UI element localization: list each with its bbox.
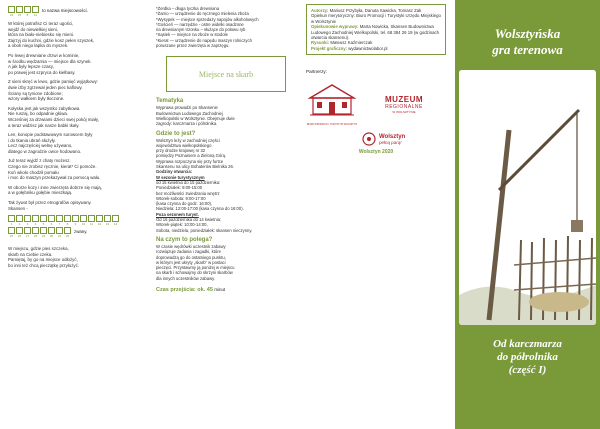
answer-box[interactable] — [8, 227, 15, 234]
text-line: Niedziela: 12:00-17:00 (kasa czynna do 16:00). — [156, 206, 244, 212]
poem-line: a w gołębniku gołębie mieszkają. — [8, 190, 73, 196]
text-line: Budownictwa Ludowego Zachodniej — [156, 110, 223, 116]
answer-cell — [48, 215, 55, 226]
credit-label: Opiekunowie wyprawy: — [311, 24, 360, 30]
building-icon — [306, 82, 358, 118]
glossary-line: *Żerdka – długa tyczka drewniana — [156, 6, 220, 11]
biuro-logo — [306, 82, 358, 126]
text-line: od 15 kwietnia do 15 października: — [156, 179, 221, 185]
box-number: 14 — [113, 222, 118, 227]
poem-line: Skansen - — [8, 205, 28, 211]
answer-box[interactable] — [80, 215, 87, 222]
box-number: 12 — [97, 222, 102, 227]
answer-box[interactable] — [32, 227, 39, 234]
stamp-placeholder[interactable] — [166, 56, 286, 92]
title-line-2: gra terenowa — [492, 42, 563, 57]
answer-cell — [16, 215, 23, 226]
poem-line: Wcześniej za drzwiami dzieci swej pokój miały, — [8, 116, 99, 122]
poem-line: Len, konopie podstawowym surowcem były — [8, 132, 93, 138]
subtitle-line-1: Od karczmarza — [493, 338, 562, 350]
city-year: Wolsztyn 2020 — [358, 149, 394, 156]
partner-logos — [306, 82, 446, 126]
credit-label: Projekt graficzny: — [311, 45, 349, 51]
glossary-line: *Kierat — urządzenie do napędu maszyn rolniczych — [156, 37, 252, 43]
poem-line: W miejscu, gdzie pies szczeka, — [8, 246, 69, 252]
text-line: doprowadzą go do ostatniego punktu, — [156, 254, 226, 260]
box-number: 21 — [57, 234, 62, 239]
credit-value: Marta Nowicka, Skansen Budownictwa Ludowego Zachodniej Wielkopolski, tel. 68 384 26 19 (w godzinach otwarcia skansenu). — [311, 24, 440, 41]
poem-stanza — [8, 79, 144, 101]
poem-line: W której potrafisz Ci teraz ugości, — [8, 21, 74, 26]
well-sweep-illustration — [459, 70, 596, 325]
answer-box[interactable] — [56, 227, 63, 234]
answer-box[interactable] — [24, 227, 31, 234]
box-number: 21 — [9, 13, 14, 17]
answer-box[interactable] — [32, 6, 39, 13]
answer-box[interactable] — [72, 215, 79, 222]
glossary-line: *Goścień — narzędzie - ostre widelki osadzone — [156, 21, 244, 27]
poem-line: wzory wałkiem były tłoczone. — [8, 96, 65, 102]
text-line: pieczęci. Przystawmy ją poniżej w miejscu — [156, 265, 235, 271]
row2-suffix: zwany. — [74, 229, 88, 235]
poem-line: Ściany są tynione zdobione; — [8, 90, 63, 96]
poem — [8, 21, 144, 211]
title-line-1: Wolsztyńska — [494, 26, 561, 41]
poem-line: skarb na Ciebie czeka. — [8, 251, 53, 257]
answer-top — [8, 6, 144, 17]
time-unit: minut — [214, 286, 226, 292]
season-heading: W sezonie turystycznym — [156, 174, 205, 180]
box-number: 22 — [65, 234, 70, 239]
text-line: Wtorek-piątek: 10:00-14:00, — [156, 222, 208, 228]
glossary-line: poruszane przez zwierzęta w zaprzęgu. — [156, 43, 230, 49]
credit-entry — [311, 13, 441, 24]
answer-cell — [64, 227, 71, 238]
answer-cell — [24, 215, 31, 226]
text-line: Wyprawa rozpoczyna się przy furtce — [156, 158, 224, 164]
answer-box[interactable] — [112, 215, 119, 222]
text-line: Skansenu na ulicy Bohaterów Bielnika 26. — [156, 164, 234, 170]
answer-cell — [72, 215, 79, 226]
text-line: województwa wielkopolskiego — [156, 142, 212, 148]
answer-box[interactable] — [104, 215, 111, 222]
poem-line: Nie ruszaj, bo odpadnie główa. — [8, 111, 69, 117]
subtitle-line-2: do półrolnika — [497, 351, 558, 363]
credits-box — [306, 4, 446, 55]
box-number: 8 — [66, 222, 69, 227]
text-line: Wtorek-sobota: 9:00-17:00 — [156, 195, 206, 201]
credit-value: Opiekun merytoryczny: Biuro Promocji i Turystyki Urzędu Miejskiego w Wolsztynie — [311, 13, 441, 24]
credit-value: Mateusz Kaźmierczak — [330, 40, 373, 46]
box-number: 15 — [9, 234, 14, 239]
tematyka-heading: Tematyka — [156, 98, 184, 105]
poem-line: która na biało-niebiesko się mieni. — [8, 32, 75, 38]
poem-line: Pamiętaj, by go na miejsce odłożyć, — [8, 257, 78, 263]
cover-subtitle — [455, 338, 600, 377]
poem-line: wejdź do niewielkiej sieni, — [8, 26, 59, 32]
poem-stanza — [8, 53, 144, 75]
box-number: 3 — [26, 222, 29, 227]
muzeum-city: W WOLSZTYNIE — [392, 109, 416, 114]
box-number: 5 — [42, 222, 45, 227]
muzeum-logo — [362, 95, 446, 114]
credit-value: Mariusz Przybyła, Danuta Sawicka, Tomasz Zak — [329, 8, 422, 13]
answer-cell — [48, 227, 55, 238]
glossary-line: na drewnianym trzonku – służące do połowu ryb — [156, 27, 246, 33]
text-line: zagrody: karczmarza i pólrolnika. — [156, 121, 218, 127]
credit-entry — [311, 24, 441, 40]
poem-stanza — [8, 21, 144, 49]
poem-line: Kołyska jest jak wszystko zabytkowa. — [8, 105, 81, 111]
poem-line: Z sieni skręć w lewo, gdzie pamięć wyjątkowy: — [8, 79, 99, 85]
text-line: pomiędzy Poznaniem a Zieloną Górą. — [156, 153, 227, 159]
answer-row-1 — [8, 215, 144, 226]
glossary — [156, 6, 296, 48]
text-line: w którym jest ukryty „skarb” w postaci — [156, 259, 226, 265]
answer-cell — [24, 227, 31, 238]
poem-stanza — [8, 132, 144, 154]
glossary-line: *Wysypek — miejsce sprzedaży napojów alkoholowych — [156, 16, 259, 22]
text-line: Od 16 października do 14 kwietnia: — [156, 217, 222, 223]
poem-line: dwie izby zgrzewał jeden piec kaflowy. — [8, 84, 83, 90]
cover-title — [455, 26, 600, 58]
partners-label: Partnerzy: — [306, 69, 327, 75]
muzeum-title: MUZEUM — [384, 94, 424, 104]
answer-box[interactable] — [64, 227, 71, 234]
answer-box[interactable] — [24, 6, 31, 13]
poem-stanza — [8, 158, 144, 180]
poem-line: Czego nie zrobisz ręcznie, kierat* Ci pomoże. — [8, 164, 97, 170]
box-number: 2 — [18, 222, 21, 227]
answer-box[interactable] — [24, 215, 31, 222]
box-number: 9 — [74, 222, 77, 227]
answer-cell — [40, 227, 47, 238]
box-number: 15 — [17, 13, 22, 17]
cover-panel — [455, 0, 600, 429]
answer-cell — [104, 215, 111, 226]
text-line: dla innych uczestników zabawy. — [156, 275, 216, 281]
poem-line: W oborze kozy i inne zwierzęta dobrze się mają, — [8, 184, 102, 190]
box-number: 4 — [34, 222, 37, 227]
hours-heading: Godziny otwarcia: — [156, 169, 193, 175]
box-number: 8 — [26, 13, 29, 17]
answer-cell — [40, 215, 47, 226]
poem-stanza — [8, 200, 144, 211]
poem-line: i do tkania ubrań służyły. — [8, 137, 56, 143]
box-number: 10 — [81, 222, 86, 227]
closing-verse — [8, 246, 144, 268]
answer-cell — [32, 215, 39, 226]
poem-line: bo inni też chcą pieczątkę przyłożyć. — [8, 263, 80, 268]
answer-box[interactable] — [8, 215, 15, 222]
poem-line: a teraz widzisz jak nasze babki tkały. — [8, 122, 80, 128]
answer-cell — [80, 215, 87, 226]
poem-line: Po lewej drewniane drzwi w kominie, — [8, 52, 80, 58]
answer-cell — [16, 227, 23, 238]
poem-line: Zajrzyj do kuchni, gdzie kosz pełen szyszek, — [8, 37, 95, 43]
answer-cell — [64, 215, 71, 226]
credit-label: Autorzy: — [311, 8, 330, 13]
poem-panel — [0, 0, 150, 429]
text-line: Wielkopolski w Wolsztynie. Obejmuje dwie — [156, 115, 235, 121]
cover-illustration — [459, 70, 596, 325]
poem-stanza — [8, 106, 144, 128]
box-number: 20 — [49, 234, 54, 239]
biuro-caption: BIURO PROMOCJI I TURYSTYKI WOLSZTYN — [306, 123, 358, 127]
answer-box[interactable] — [48, 227, 55, 234]
box-number: 6 — [50, 222, 53, 227]
poem-line: a obok niego łapka do myszek. — [8, 43, 69, 49]
text-line: na skarb i schowajmy do skrzyni skarbów — [156, 270, 233, 276]
answer-box[interactable] — [40, 215, 47, 222]
answer-box[interactable] — [56, 215, 63, 222]
text-line: W czasie wędrówki uczestnik zabawy — [156, 243, 226, 249]
credit-value: wydawnictwolabor.pl — [348, 45, 388, 51]
box-number: 16 — [17, 234, 22, 239]
offseason-text — [156, 217, 296, 233]
czym-heading: Na czym to polega? — [156, 236, 213, 243]
time-label: Czas przejścia: — [156, 286, 196, 293]
answer-cell — [88, 215, 95, 226]
time-value: ok. 45 — [197, 286, 213, 293]
poem-line: Już teraz wyjdź z chaty możesz. — [8, 158, 71, 164]
poem-line: i moc do maszyn przekazywał za pomocą wału. — [8, 175, 101, 181]
czym-text — [156, 244, 296, 281]
answer-box[interactable] — [40, 227, 47, 234]
wolsztyn-logo — [362, 132, 446, 146]
gdzie-text — [156, 138, 296, 170]
season-text — [156, 180, 296, 212]
box-number: 18 — [33, 234, 38, 239]
answer-cell — [8, 227, 15, 238]
answer-cell — [56, 215, 63, 226]
info-panel — [150, 0, 300, 429]
glossary-line: *Żarno — urządzenie do ręcznego mielenia zboża — [156, 11, 249, 17]
text-line: Poniedziałek: 9:00-15:00 — [156, 185, 203, 191]
box-number: 11 — [33, 13, 38, 17]
poem-line: Tak żywot był przez etnografów opisywany. — [8, 200, 92, 206]
poem-line: w środku wędzarnia — miejsce dla szynek. — [8, 58, 92, 64]
poem-line: Koń wkoło chodził pomału — [8, 169, 59, 175]
poem-line: Lecz najczęściej wełnę używano, — [8, 143, 73, 149]
answer-cell — [112, 215, 119, 226]
text-line: bez możliwości zwiedzania wnętrz — [156, 190, 220, 196]
gdzie-heading: Gdzie to jest? — [156, 130, 196, 137]
poem-line: dlatego w zagrodzie owce hodowano. — [8, 148, 82, 154]
credit-entry — [311, 46, 441, 51]
box-number: 11 — [89, 222, 94, 227]
glossary-line: *Sąsiek — miejsce na zboże w stodole — [156, 32, 228, 38]
wolsztyn-title: Wolsztyn — [379, 133, 406, 140]
answer-box[interactable] — [32, 215, 39, 222]
muzeum-sub: REGIONALNE — [385, 103, 423, 110]
answer-box[interactable] — [48, 215, 55, 222]
credits-panel — [300, 0, 450, 429]
credit-label: Rysunki: — [311, 40, 331, 46]
answer-box[interactable] — [64, 215, 71, 222]
text-line: przy drodze krajowej nr 32 — [156, 148, 206, 154]
answer-cell — [96, 215, 103, 226]
answer-box[interactable] — [8, 6, 15, 13]
text-line: (kasa czynna do godz. 16:00), — [156, 201, 213, 207]
stamp-label: Miejsce na skarb — [198, 69, 254, 79]
answer-suffix: to nazwa miejscowości. — [42, 8, 88, 13]
text-line: rozwiązuje zadania i zagadki, które — [156, 249, 221, 255]
answer-cell — [8, 215, 15, 226]
answer-box[interactable] — [16, 227, 23, 234]
tematyka-text — [156, 105, 296, 126]
answer-cell — [56, 227, 63, 238]
answer-box[interactable] — [16, 6, 23, 13]
answer-box[interactable] — [88, 215, 95, 222]
text-line: Sobota, niedziela, poniedziałek: skansen nieczynny. — [156, 227, 253, 233]
poem-stanza — [8, 185, 144, 196]
box-number: 13 — [105, 222, 110, 227]
offseason-heading: Poza sezonem turyst. — [156, 211, 199, 217]
answer-box[interactable] — [16, 215, 23, 222]
steam-icon — [362, 132, 376, 146]
box-number: 17 — [25, 234, 30, 239]
time-info — [156, 287, 296, 293]
box-number: 19 — [41, 234, 46, 239]
text-line: Wyprawa prowadzi po Skansenie — [156, 105, 218, 111]
answer-row-2 — [8, 227, 144, 238]
text-line: Wolsztyn leży w zachodniej części — [156, 137, 220, 143]
poem-line: po prawej jest szpryca do kiełbasy. — [8, 69, 76, 75]
answer-box[interactable] — [96, 215, 103, 222]
box-number: 1 — [10, 222, 13, 227]
box-number: 7 — [58, 222, 61, 227]
poem-line: A jak były lepsze czasy, — [8, 64, 54, 70]
wolsztyn-sub: pełną parą! — [379, 139, 402, 145]
subtitle-line-3: (część I) — [508, 364, 547, 376]
answer-cell — [32, 227, 39, 238]
